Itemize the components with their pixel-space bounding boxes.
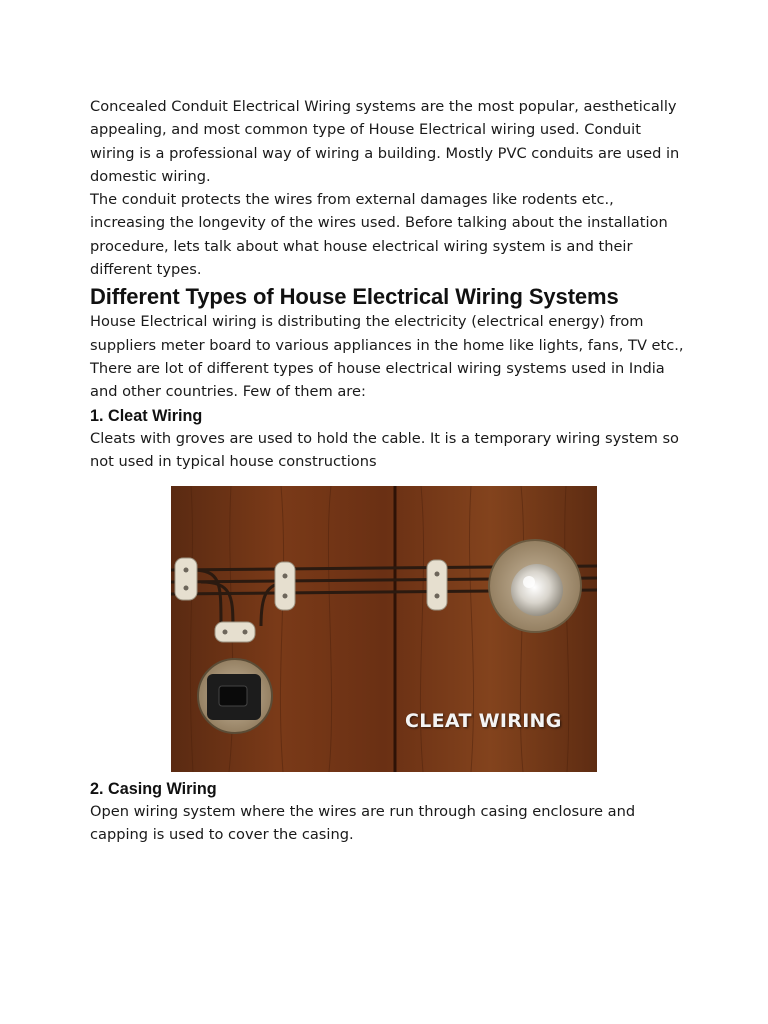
item-heading-cleat-wiring: 1. Cleat Wiring [90, 406, 203, 425]
intro-paragraph-1: Concealed Conduit Electrical Wiring systems are the most popular, aesthetically appealing, and most common type of House Electrical wiring used. Conduit wiring is a professional way of wiring a building. Mostly PVC conduits are used in domestic wiring. [90, 98, 680, 185]
item-heading-casing-wiring: 2. Casing Wiring [90, 780, 217, 799]
item-body-cleat-wiring: Cleats with groves are used to hold the cable. It is a temporary wiring system so not used in typical house constructions [90, 429, 679, 470]
item-body-casing-wiring: Open wiring system where the wires are run through casing enclosure and capping is used to cover the casing. [90, 803, 636, 844]
intro-paragraph-2: The conduit protects the wires from external damages like rodents etc., increasing the longevity of the wires used. Before talking about the installation procedure, lets talk about what house electrical wiring system is and their different types. [90, 191, 668, 279]
section-body: House Electrical wiring is distributing the electricity (electrical energy) from suppliers meter board to various appliances in the home like lights, fans, TV etc., There are lot of different types of house electrical wiring systems used in India and other countries. Few of them are: [90, 313, 684, 401]
section-heading: Different Types of House Electrical Wiring Systems [90, 284, 619, 310]
document-page [90, 95, 690, 847]
image-caption: CLEAT WIRING [405, 710, 562, 733]
cleat-wiring-photo [171, 486, 597, 772]
